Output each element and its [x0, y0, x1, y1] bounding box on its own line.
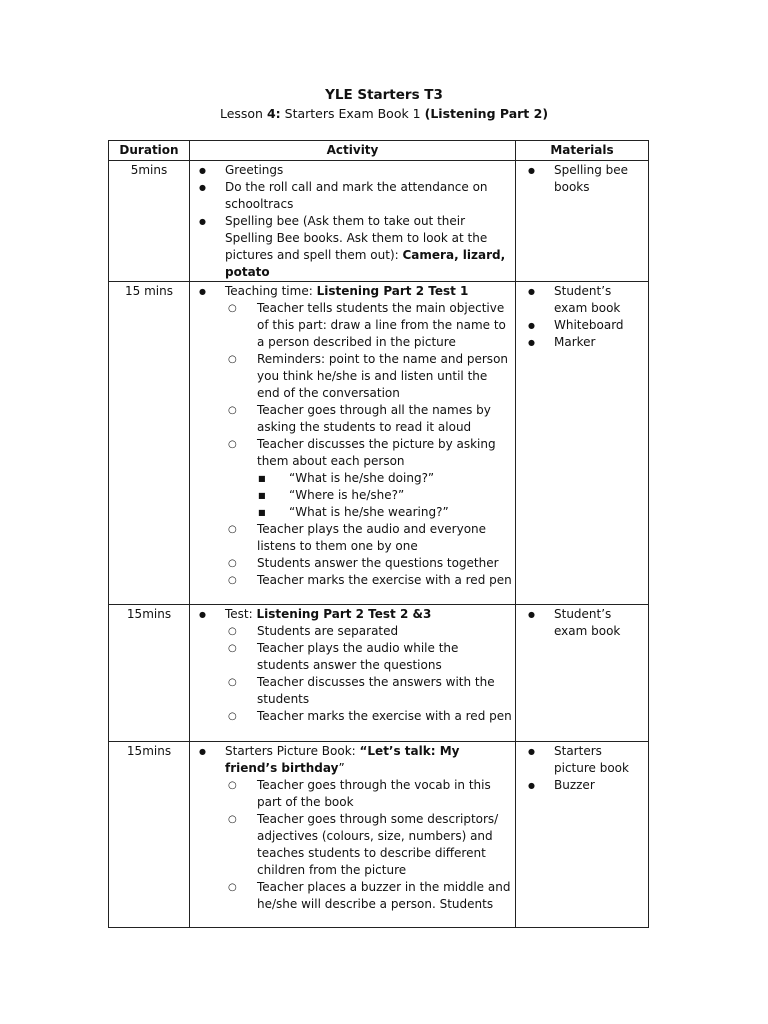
activity-cell: [190, 161, 516, 282]
column-header-duration: Duration: [109, 141, 190, 161]
sub-activity-item: ○ Teacher goes through some descriptors/ adjectives (colours, size, numbers) and teaches students to describe different children from the picture: [190, 811, 513, 879]
materials-list: [516, 743, 646, 794]
sub-activity-item: ○ Students answer the questions together: [190, 555, 513, 572]
sub-activity-item: ○ Teacher tells students the main objective of this part: draw a line from the name to a person described in the picture: [190, 300, 513, 351]
page-title: YLE Starters T3: [325, 87, 443, 103]
duration-cell: 15mins: [109, 742, 190, 928]
activity-item: ● Do the roll call and mark the attendance on schooltracs: [190, 179, 513, 213]
spelling-words: Camera, lizard, potato: [225, 248, 506, 279]
question-item: ■ “What is he/she wearing?”: [190, 504, 513, 521]
sub-activity-list: [225, 777, 513, 913]
material-item: ● Student’s exam book: [516, 283, 646, 317]
subtitle-prefix: Lesson: [219, 106, 267, 121]
sub-activity-item: [190, 436, 513, 521]
table-row: [109, 742, 649, 928]
sub-activity-item: ○ Teacher discusses the answers with the students: [190, 674, 513, 708]
column-header-materials: Materials: [516, 141, 649, 161]
activity-item: [190, 283, 513, 589]
activity-cell: [190, 605, 516, 742]
materials-cell: [516, 282, 649, 605]
activity-title: “Let’s talk: My friend’s birthday: [225, 744, 460, 775]
question-list: [257, 470, 513, 521]
sub-activity-list: [225, 300, 513, 589]
subtitle-book: Starters Exam Book 1: [280, 106, 425, 121]
activity-cell: [190, 282, 516, 605]
materials-cell: [516, 161, 649, 282]
materials-list: [516, 283, 646, 351]
material-item: ● Starters picture book: [516, 743, 646, 777]
material-item: ● Whiteboard: [516, 317, 646, 334]
table-row: [109, 282, 649, 605]
sub-activity-text: Teacher discusses the picture by asking them about each person: [257, 437, 496, 468]
column-header-activity: Activity: [190, 141, 516, 161]
activity-text: Starters Picture Book:: [225, 744, 360, 758]
activity-title-end: ”: [338, 761, 345, 775]
activity-title: Listening Part 2 Test 1: [316, 284, 469, 298]
material-item: ● Marker: [516, 334, 646, 351]
question-item: ■ “What is he/she doing?”: [190, 470, 513, 487]
question-item: ■ “Where is he/she?”: [190, 487, 513, 504]
activity-item: [190, 213, 513, 281]
sub-activity-item: ○ Students are separated: [190, 623, 513, 640]
materials-cell: [516, 742, 649, 928]
sub-activity-item: ○ Teacher plays the audio and everyone listens to them one by one: [190, 521, 513, 555]
duration-cell: 15 mins: [109, 282, 190, 605]
sub-activity-item: ○ Teacher marks the exercise with a red pen: [190, 572, 513, 589]
sub-activity-item: ○ Teacher goes through all the names by asking the students to read it aloud: [190, 402, 513, 436]
activity-text: Test:: [225, 607, 257, 621]
activity-text: Spelling bee (Ask them to take out their Spelling Bee books. Ask them to look at the pictures and spell them out):: [225, 214, 488, 262]
activity-cell: [190, 742, 516, 928]
sub-activity-item: ○ Teacher plays the audio while the students answer the questions: [190, 640, 513, 674]
material-item: ● Buzzer: [516, 777, 646, 794]
table-header-row: [109, 141, 649, 161]
duration-cell: 15mins: [109, 605, 190, 742]
sub-activity-item: ○ Teacher marks the exercise with a red pen: [190, 708, 513, 725]
activity-list: [190, 162, 513, 281]
material-item: ● Spelling bee books: [516, 162, 646, 196]
lesson-subtitle: [0, 106, 768, 121]
lesson-plan-table: [108, 140, 649, 928]
table-row: [109, 605, 649, 742]
activity-list: [190, 283, 513, 589]
lesson-number: 4:: [266, 106, 281, 121]
materials-cell: [516, 605, 649, 742]
sub-activity-list: [225, 623, 513, 725]
sub-activity-item: ○ Reminders: point to the name and person you think he/she is and listen until the end of the conversation: [190, 351, 513, 402]
activity-list: [190, 606, 513, 725]
activity-title: Listening Part 2 Test 2 &3: [256, 607, 432, 621]
activity-item: ● Greetings: [190, 162, 513, 179]
activity-list: [190, 743, 513, 913]
materials-list: [516, 606, 646, 640]
activity-text: Teaching time:: [225, 284, 317, 298]
subtitle-part: (Listening Part 2): [424, 106, 549, 121]
sub-activity-item: ○ Teacher places a buzzer in the middle and he/she will describe a person. Students: [190, 879, 513, 913]
duration-cell: 5mins: [109, 161, 190, 282]
materials-list: [516, 162, 646, 196]
activity-item: [190, 743, 513, 913]
activity-item: [190, 606, 513, 725]
sub-activity-item: ○ Teacher goes through the vocab in this part of the book: [190, 777, 513, 811]
table-row: [109, 161, 649, 282]
material-item: ● Student’s exam book: [516, 606, 646, 640]
